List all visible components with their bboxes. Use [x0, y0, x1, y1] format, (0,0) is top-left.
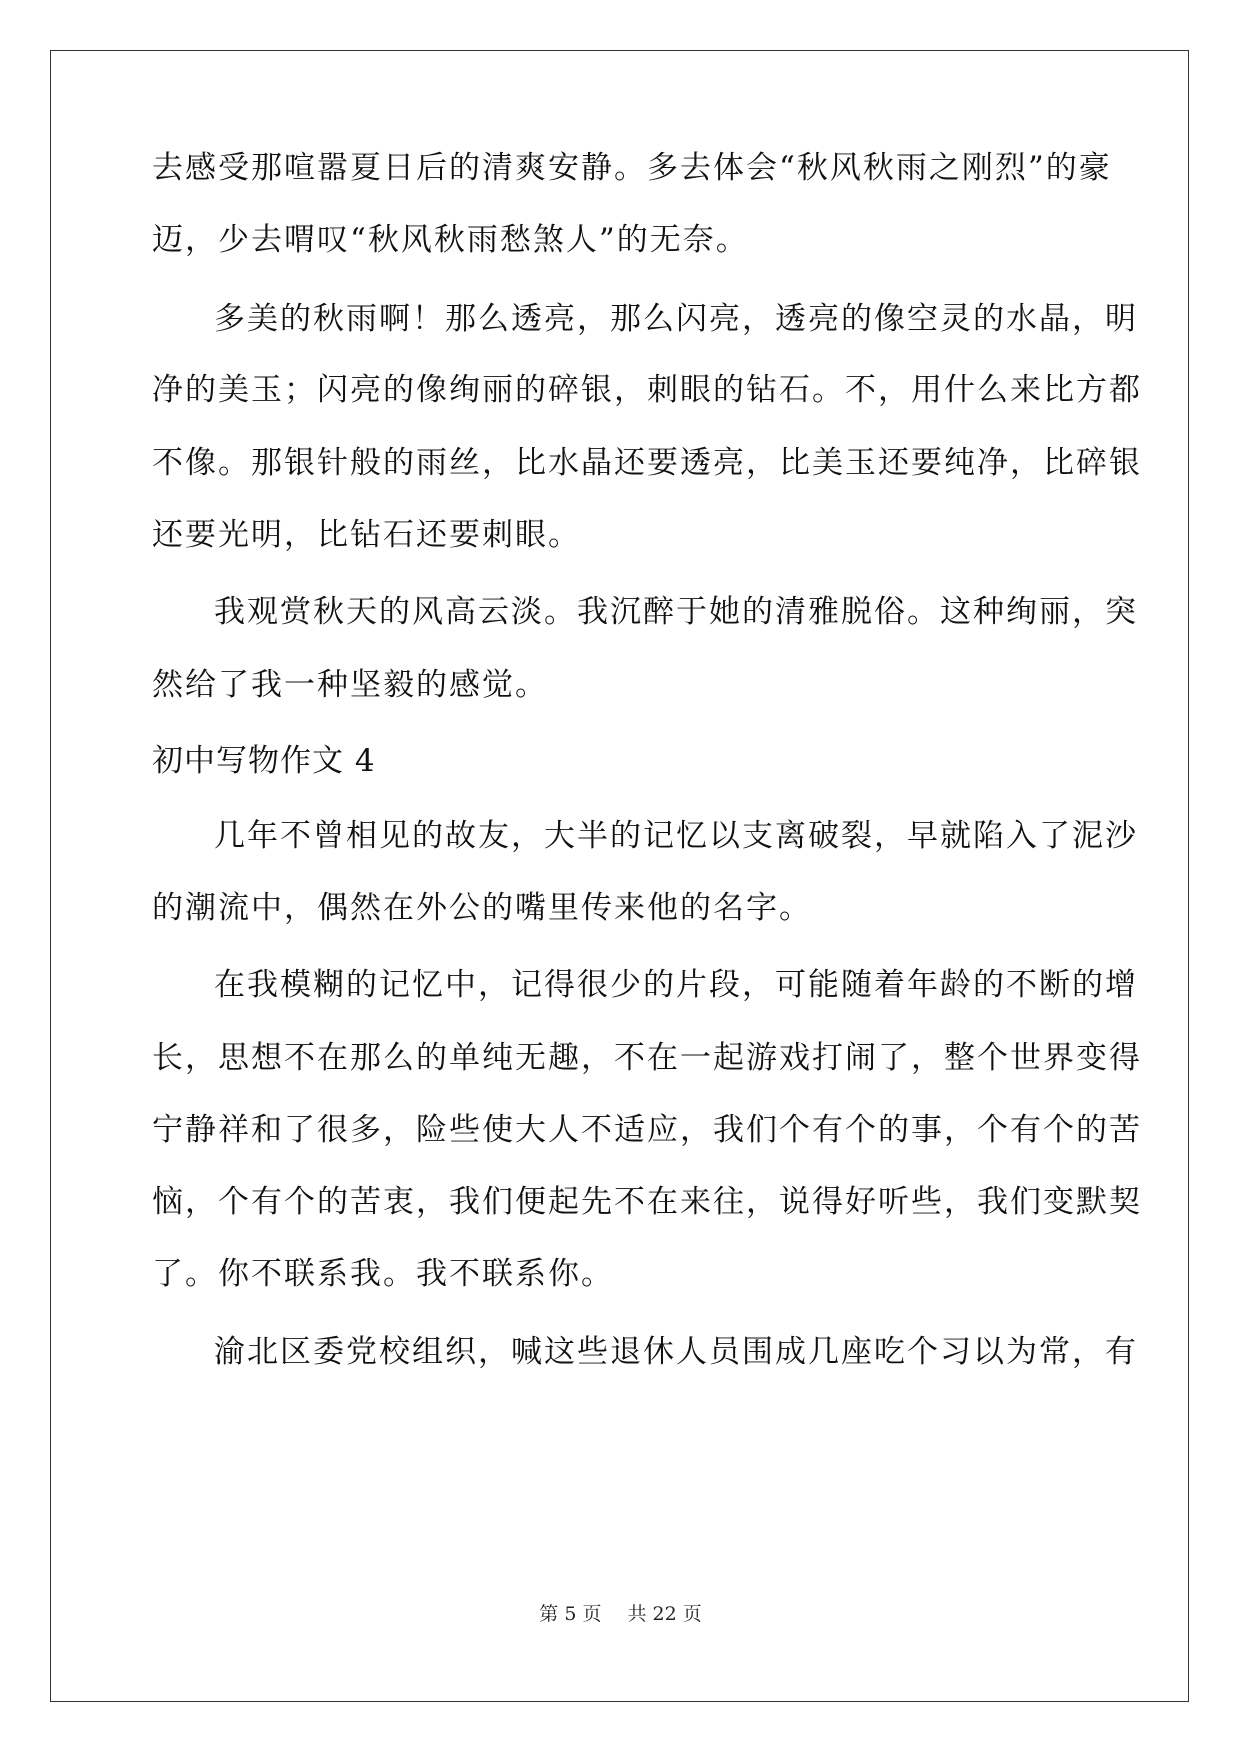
section-heading: 初中写物作文 4 — [152, 743, 376, 779]
body-text-line: 在我模糊的记忆中，记得很少的片段，可能随着年龄的不断的增 — [214, 967, 1138, 1003]
body-text-line: 去感受那喧嚣夏日后的清爽安静。多去体会“秋风秋雨之刚烈”的豪 — [152, 150, 1112, 186]
body-text-line: 恼，个有个的苦衷，我们便起先不在来往，说得好听些，我们变默契 — [152, 1184, 1142, 1220]
page-footer — [0, 1601, 1241, 1627]
body-text-line: 然给了我一种坚毅的感觉。 — [152, 667, 548, 703]
body-text-line: 还要光明，比钻石还要刺眼。 — [152, 517, 581, 553]
body-text-line: 几年不曾相见的故友，大半的记忆以支离破裂，早就陷入了泥沙 — [214, 818, 1138, 854]
body-text-line: 宁静祥和了很多，险些使大人不适应，我们个有个的事，个有个的苦 — [152, 1112, 1142, 1148]
body-text-line: 迈，少去喟叹“秋风秋雨愁煞人”的无奈。 — [152, 222, 749, 258]
body-text-line: 净的美玉；闪亮的像绚丽的碎银，刺眼的钻石。不，用什么来比方都 — [152, 372, 1142, 408]
body-text-line: 多美的秋雨啊！那么透亮，那么闪亮，透亮的像空灵的水晶，明 — [214, 301, 1138, 337]
page-number: 第 5 页 — [539, 1603, 602, 1625]
body-text-line: 渝北区委党校组织，喊这些退休人员围成几座吃个习以为常，有 — [214, 1334, 1138, 1370]
body-text-line: 长，思想不在那么的单纯无趣，不在一起游戏打闹了，整个世界变得 — [152, 1040, 1142, 1076]
body-text-line: 不像。那银针般的雨丝，比水晶还要透亮，比美玉还要纯净，比碎银 — [152, 445, 1142, 481]
page-total: 共 22 页 — [627, 1603, 702, 1625]
body-text-line: 了。你不联系我。我不联系你。 — [152, 1256, 614, 1292]
body-text-line: 我观赏秋天的风高云淡。我沉醉于她的清雅脱俗。这种绚丽，突 — [214, 594, 1138, 630]
page-border — [50, 50, 1189, 1702]
body-text-line: 的潮流中，偶然在外公的嘴里传来他的名字。 — [152, 890, 812, 926]
